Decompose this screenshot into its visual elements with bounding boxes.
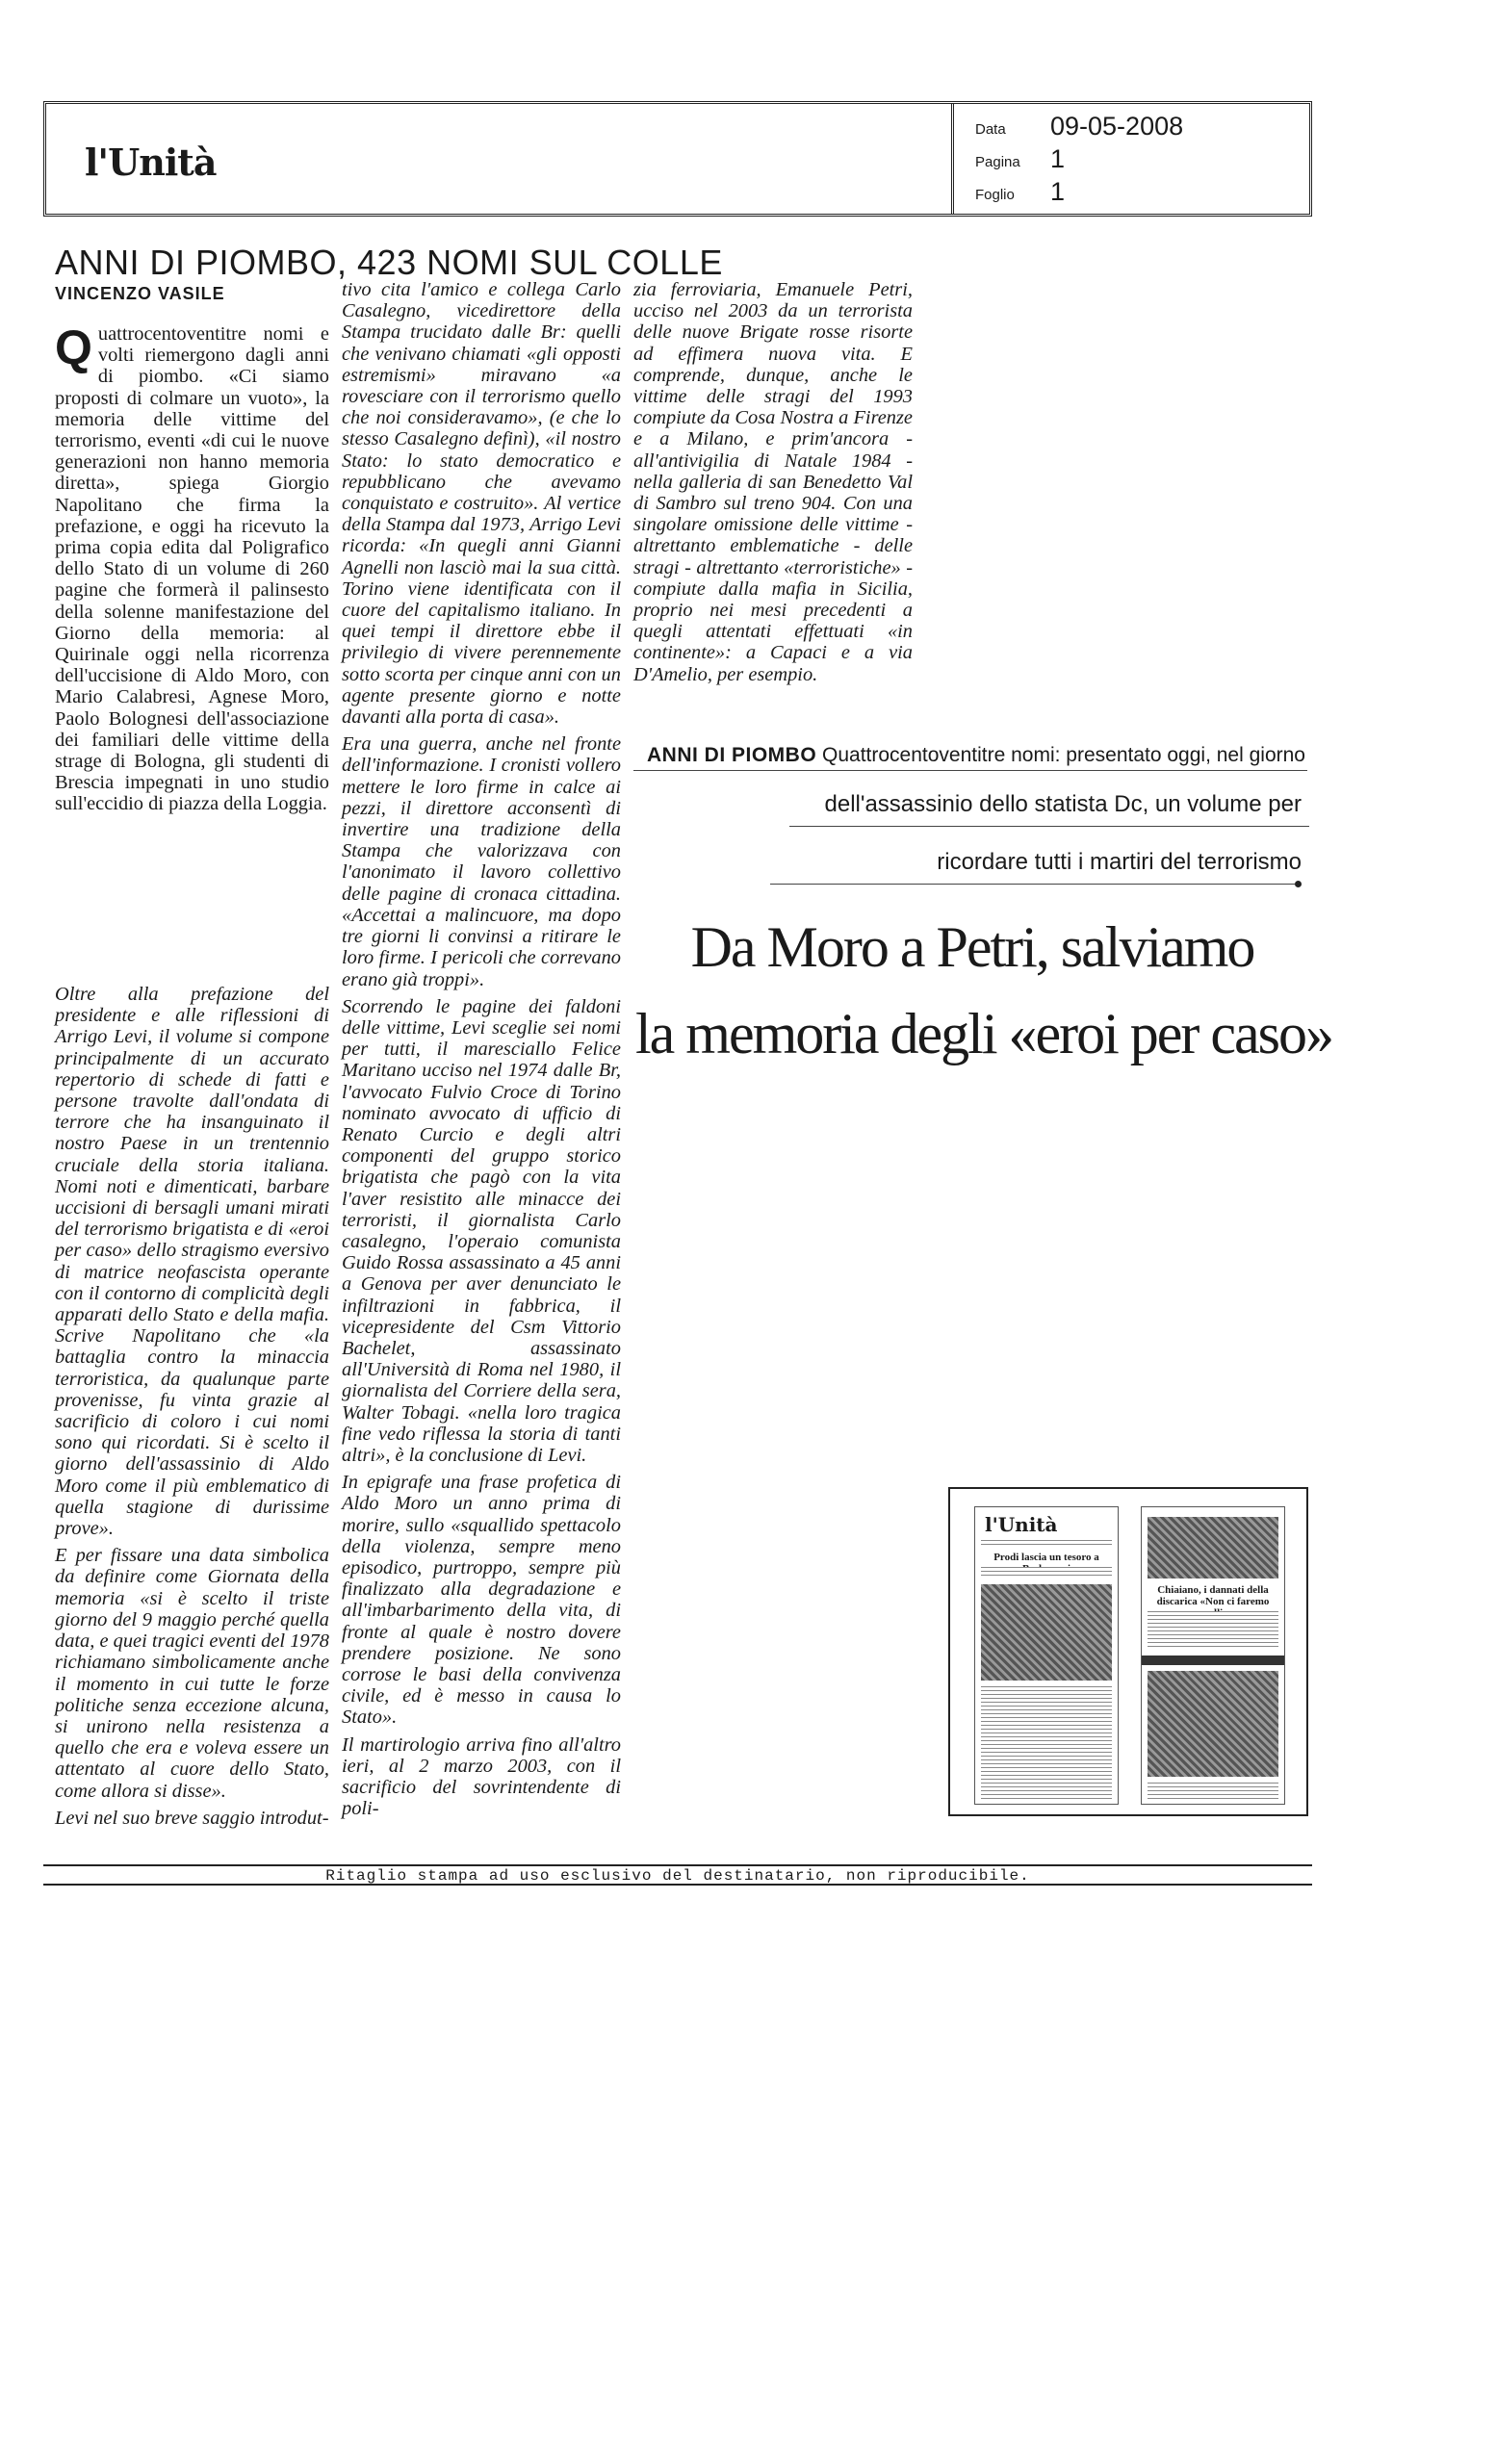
kicker-rule — [633, 770, 1307, 771]
metadata-box — [951, 104, 1315, 214]
thumbnail-2-headline: Chiaiano, i dannati della discarica «Non ci faremo — [1156, 1584, 1270, 1607]
data-row — [954, 112, 1315, 142]
feature-title-line-1: Da Moro a Petri, salviamo — [690, 915, 1254, 979]
pagina-value: 1 — [1050, 144, 1066, 173]
article-byline: VINCENZO VASILE — [55, 284, 225, 303]
kicker-label: ANNI DI PIOMBO — [647, 744, 817, 766]
thumbnail-subheader — [981, 1540, 1112, 1548]
foglio-label: Foglio — [975, 187, 1015, 203]
thumbnail-text — [1148, 1611, 1278, 1650]
deck-rule-2 — [789, 826, 1309, 827]
header-box — [43, 101, 1312, 217]
thumbnail-columns — [981, 1686, 1112, 1800]
article-column-2 — [342, 279, 621, 1825]
column-3-paragraph-1: zia ferroviaria, Emanuele Petri, ucciso nel 2003 da un terrorista delle nuove Brigate rosse risorte ad effimera nuova vita. E comprende, dunque, anche le vittime delle stragi del 1993 compiute da Cosa Nostra a Firenze e a Milano, e prim'ancora - all'antivigilia di Natale 1984 - nella galleria di san Benedetto Val di Sambro sul treno 904. Con una singolare omissione delle vittime - altrettanto emblematiche - delle stragi - altrettanto «terroristiche» - compiute dalla mafia in Sicilia, proprio nei mesi precedenti a quegli attentati effettuati «in continente»: a Capaci e a via D'Amelio, per esempio. — [633, 279, 913, 685]
thumbnail-2-photo — [1148, 1671, 1278, 1777]
article-column-1 — [55, 323, 329, 821]
thumbnail-footer-text — [1148, 1783, 1278, 1800]
thumbnail-masthead: l'Unità — [985, 1513, 1058, 1536]
front-page-thumbnail-2 — [1141, 1506, 1285, 1805]
data-value: 09-05-2008 — [1050, 112, 1184, 141]
thumbnail-text — [981, 1567, 1112, 1578]
thumbnail-2-top-photo — [1148, 1517, 1278, 1578]
front-page-thumbnails — [948, 1487, 1308, 1816]
masthead-logo: l'Unità — [85, 141, 217, 184]
column-2-paragraph-1: tivo cita l'amico e collega Carlo Casalegno, vicedirettore della Stampa trucidato dalle Br: quelli che venivano chiamati «gli opposti estremismi» miravano «a rovesciare con il terrorismo quello che noi consideravamo», (e che lo stesso Casalegno definì), «il nostro Stato: lo stato democratico e repubblicano che avevamo conquistato e costruito». Al vertice della Stampa dal 1973, Arrigo Levi ricorda: «In quegli anni Gianni Agnelli non lasciò mai la sua città. Torino viene identificata con il cuore del capitalismo italiano. In quei tempi il direttore ebbe il privilegio di vivere perennemente sotto scorta per cinque anni con un agente presente giorno e notte davanti alla porta di casa». — [342, 279, 621, 729]
foglio-row — [954, 177, 1315, 208]
column-2-paragraph-2: Era una guerra, anche nel fronte dell'informazione. I cronisti vollero mettere le loro firme in calce ai pezzi, il direttore acconsentì di invertire una tradizione della Stampa che valorizzava con l'anonimato il lavoro collettivo delle pagine di cronaca cittadina. «Accettai a malincuore, ma dopo tre giorni li convinsi a ritirare le loro firme. I pericoli che correvano erano già troppi». — [342, 733, 621, 990]
column-1-paragraph-3: E per fissare una data simbolica da definire come Giornata della memoria «si è scelto il triste giorno del 9 maggio perché quella data, e quei tragici eventi del 1978 richiamano simbolicamente anche il momento in cui tutte le forze politiche senza eccezione alcuna, si unirono nella resistenza a quello che era e voleva essere un attentato al cuore dello Stato, come allora si disse». — [55, 1545, 329, 1802]
deck-dot — [1295, 881, 1302, 887]
column-2-paragraph-4: In epigrafe una frase profetica di Aldo Moro un anno prima di morire, sullo «squallido spettacolo della violenza, sempre meno episodico, purtroppo, sempre più finalizzato alla degradazione e all'imbarbarimento della vita, di fronte al quale è nostro dovere prendere posizione. Ne sono corrose le basi della convivenza civile, ed è messo in causa lo Stato». — [342, 1472, 621, 1729]
thumbnail-bar — [1142, 1656, 1284, 1665]
pagina-label: Pagina — [975, 154, 1020, 170]
thumbnail-1-photo — [981, 1584, 1112, 1681]
footer-box — [43, 1864, 1312, 1886]
feature-title-line-2: la memoria degli «eroi per caso» — [635, 1002, 1333, 1065]
column-1-paragraph-4: Levi nel suo breve saggio introdut- — [55, 1807, 329, 1829]
article-column-3 — [633, 279, 913, 691]
drop-cap: Q — [55, 321, 92, 374]
pagina-row — [954, 144, 1315, 175]
column-2-paragraph-5: Il martirologio arriva fino all'altro ieri, al 2 marzo 2003, con il sacrificio del sovrintendente di poli- — [342, 1733, 621, 1820]
article-headline: ANNI DI PIOMBO, 423 NOMI SUL COLLE — [55, 243, 723, 282]
deck-line-3: ricordare tutti i martiri del terrorismo — [937, 849, 1302, 875]
column-1-paragraph-2: Oltre alla prefazione del presidente e alle riflessioni di Arrigo Levi, il volume si compone principalmente di un accurato repertorio di schede di fatti e persone travolte dall'ondata di terrore che ha insanguinato il nostro Paese in un trentennio cruciale della storia italiana. Nomi noti e dimenticati, barbare uccisioni di bersagli umani mirati del terrorismo brigatista e di «eroi per caso» dello stragismo eversivo di matrice neofascista operante con il contorno di complicità degli apparati dello Stato e della mafia. Scrive Napolitano che «la battaglia contro la minaccia terroristica, da qualunque parte provenisse, fu vinta grazie al sacrificio di coloro i cui nomi sono qui ricordati. Si è scelto il giorno dell'assassinio di Aldo Moro come il più emblematico di quella stagione di durissime prove». — [55, 984, 329, 1540]
deck-rule-3 — [770, 884, 1295, 885]
foglio-value: 1 — [1050, 177, 1066, 206]
thumbnail-1-headline: Prodi lascia un tesoro a — [993, 1552, 1099, 1563]
column-1-paragraph-1: uattrocentoventitre nomi e volti riemergono dagli anni di piombo. «Ci siamo proposti di colmare un vuoto», la memoria delle vittime del terrorismo, eventi «di cui le nuove generazioni non hanno memoria diretta», spiega Giorgio Napolitano che firma la prefazione, e oggi ha ricevuto la prima copia edita dal Poligrafico dello Stato di un volume di 260 pagine che formerà il palinsesto della solenne manifestazione del Giorno della memoria: al Quirinale oggi nella ricorrenza dell'uccisione di Aldo Moro, con Mario Calabresi, Agnese Moro, Paolo Bolognesi dell'associazione dei familiari delle vittime della strage di Bologna, gli studenti di Brescia impegnati in uno studio sull'eccidio di piazza della Loggia. — [55, 323, 329, 815]
kicker-text: Quattrocentoventitre nomi: presentato oggi, nel giorno — [822, 744, 1305, 766]
column-2-paragraph-3: Scorrendo le pagine dei faldoni delle vittime, Levi sceglie sei nomi per tutti, il maresciallo Felice Maritano ucciso nel 1974 dalle Br, l'avvocato Fulvio Croce di Torino nominato avvocato di ufficio di Renato Curcio e degli altri componenti del gruppo storico brigatista che pagò con la vita l'aver resistito alle minacce dei terroristi, il giornalista Carlo casalegno, l'operaio comunista Guido Rossa assassinato a 45 anni a Genova per aver denunciato le infiltrazioni in fabbrica, il vicepresidente del Csm Vittorio Bachelet, assassinato all'Università di Roma nel 1980, il giornalista del Corriere della sera, Walter Tobagi. «nella loro tragica fine vedo riflessa la storia di tanti altri», è la conclusione di Levi. — [342, 995, 621, 1466]
front-page-thumbnail-1 — [974, 1506, 1119, 1805]
footer-notice: Ritaglio stampa ad uso esclusivo del destinatario, non riproducibile. — [325, 1867, 1030, 1885]
deck-line-2: dell'assassinio dello statista Dc, un volume per — [824, 791, 1302, 817]
article-column-1-italic — [55, 984, 329, 1835]
data-label: Data — [975, 121, 1006, 138]
feature-kicker — [647, 744, 1311, 767]
